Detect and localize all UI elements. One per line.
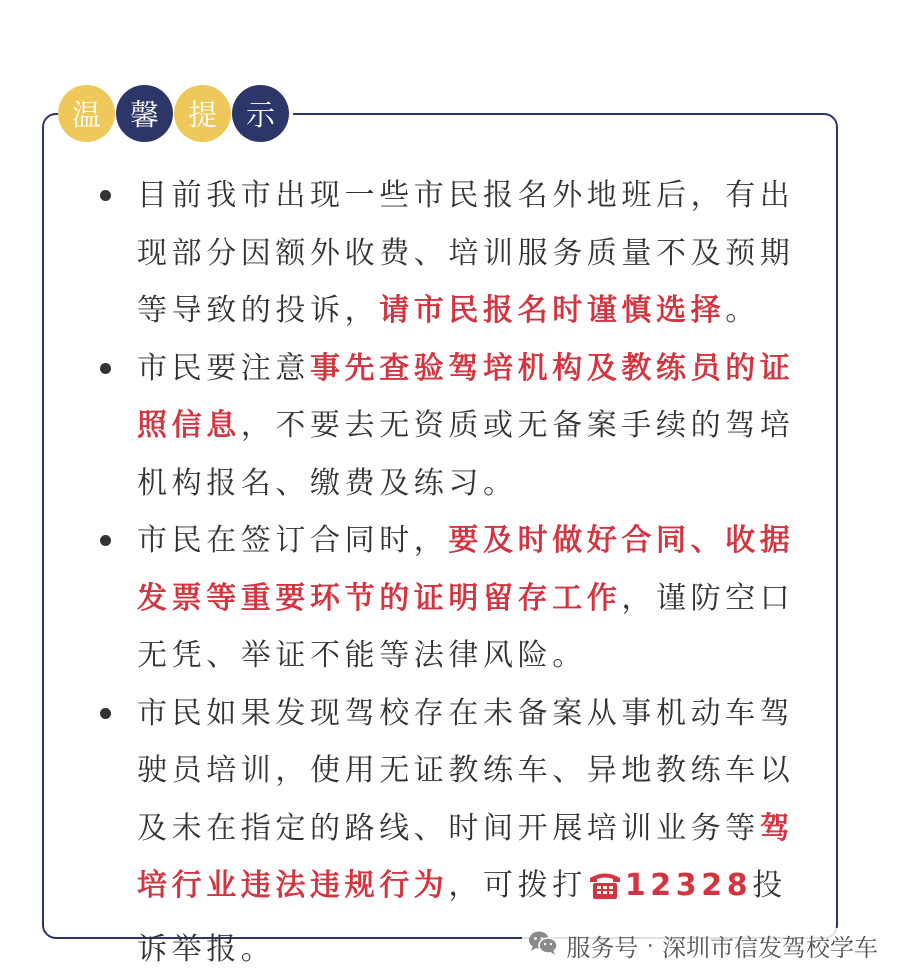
item-text: ，谨防空口无凭、举证不能等法律风险。 xyxy=(137,580,795,673)
telephone-icon xyxy=(587,863,623,921)
item-text: 目前我市出现一些市民报名外地班后，有出现部分因额外收费、培训服务质量不及预期等导致的投诉， xyxy=(137,178,795,328)
item-text: ，可拨打 xyxy=(448,868,587,903)
bullet-icon xyxy=(100,190,111,201)
notice-list xyxy=(92,167,812,978)
footer-label: 服务号 xyxy=(566,934,639,962)
item-text: ，不要去无资质或无备案手续的驾培机构报名、缴费及练习。 xyxy=(137,408,795,501)
bullet-icon xyxy=(100,535,111,546)
notice-title-badges xyxy=(58,85,293,142)
hotline-number[interactable]: 12328 xyxy=(624,868,753,903)
notice-item xyxy=(92,340,812,513)
bullet-icon xyxy=(100,363,111,374)
item-text: 投诉举报。 xyxy=(137,868,787,967)
notice-item xyxy=(92,512,812,685)
account-name[interactable]: 深圳市信发驾校学车 xyxy=(662,934,878,962)
item-highlight: 要及时做好合同、收据发票等重要环节的证明留存工作 xyxy=(137,523,795,616)
item-highlight: 请市民报名时谨慎选择 xyxy=(379,293,726,328)
bullet-icon xyxy=(100,708,111,719)
item-text: 市民如果发现驾校存在未备案从事机动车驾驶员培训，使用无证教练车、异地教练车以及未在指定的路线、时间开展培训业务等 xyxy=(137,695,795,846)
title-badge: 馨 xyxy=(116,85,173,142)
notice-item xyxy=(92,167,812,340)
title-badge: 提 xyxy=(174,85,231,142)
wechat-icon xyxy=(528,930,558,962)
footer-separator: · xyxy=(646,931,654,960)
item-highlight: 驾培行业违法违规行为 xyxy=(137,810,795,903)
item-text: 市民在签订合同时， xyxy=(137,523,449,558)
title-badge: 温 xyxy=(58,85,115,142)
item-text: 。 xyxy=(725,293,760,328)
source-footer xyxy=(522,928,878,963)
title-badge: 示 xyxy=(232,85,289,142)
item-text: 市民要注意 xyxy=(137,350,310,386)
item-highlight: 事先查验驾培机构及教练员的证照信息 xyxy=(137,350,795,443)
